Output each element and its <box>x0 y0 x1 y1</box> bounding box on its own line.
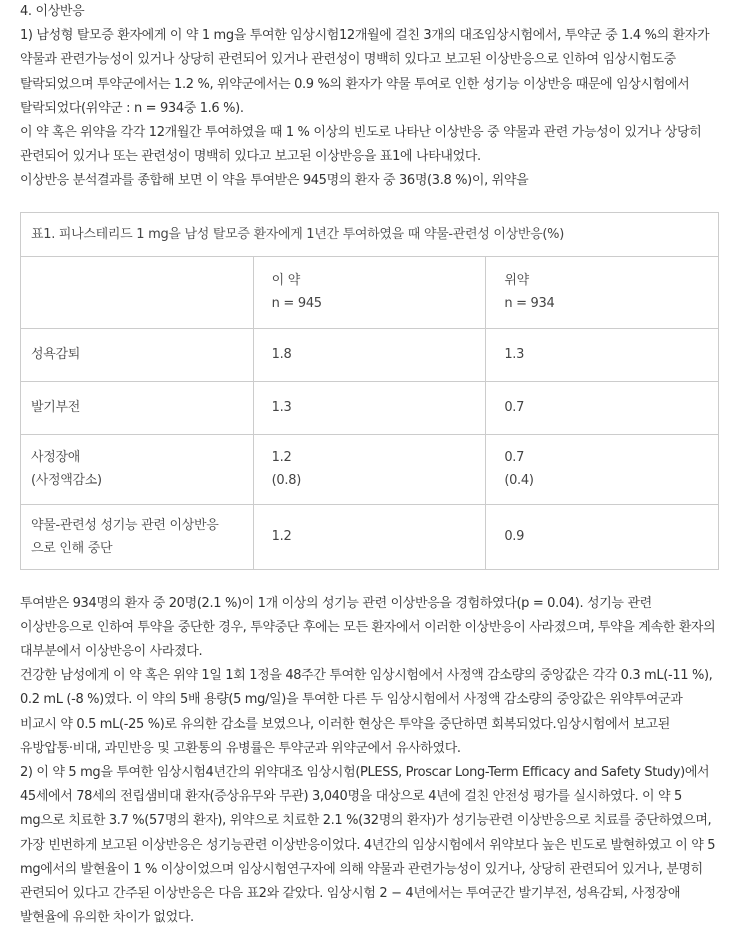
table-row <box>21 381 719 434</box>
row-label-cell <box>21 434 254 504</box>
body-paragraph-3: 2) 이 약 5 mg을 투여한 임상시험4년간의 위약대조 임상시험(PLESS, Proscar Long-Term Efficacy and Safety Study)에서 45세에서 78세의 전립샘비대 환자(증상유무와 무관) 3,040명을 대상으로 4년에 걸친 안전성 평가를 실시하였다. 이 약 5 mg으로 치료한 3.7 %(57명의 환자), 위약으로 치료한 2.1 %(32명의 환자)가 성기능관련 이상반응으로 치료를 중단하였으며, 가장 빈번하게 보고된 이상반응은 성기능관련 이상반응이었다. 4년간의 임상시험에서 위약보다 높은 빈도로 발현하였고 이 약 5 mg에서의 발현율이 1 % 이상이었으며 임상시험연구자에 의해 약물과 관련가능성이 있거나, 상당히 관련되어 있거나, 분명히 관련되어 있다고 간주된 이상반응은 다음 표2와 같았다. 임상시험 2 − 4년에서는 투여군간 발기부전, 성욕감퇴, 사정장애 발현율에 유의한 차이가 없었다. <box>20 765 716 926</box>
row-placebo-value: 1.3 <box>486 328 719 381</box>
row-drug-value: 1.3 <box>253 381 486 434</box>
drug-column-n: n = 945 <box>271 296 322 312</box>
row-drug-value: 1.8 <box>253 328 486 381</box>
row-drug-value: 1.2 <box>253 504 486 569</box>
placebo-column-name: 위약 <box>504 273 529 289</box>
table-header-drug <box>253 256 486 328</box>
adverse-reaction-table-1 <box>20 212 719 570</box>
row-label-cell <box>21 504 254 569</box>
row-placebo-sub-value: (0.4) <box>504 473 534 489</box>
document-page <box>20 0 722 930</box>
table-caption: 표1. 피나스테리드 1 mg을 남성 탈모증 환자에게 1년간 투여하였을 때 약물-관련성 이상반응(%) <box>21 212 719 256</box>
table-header-empty <box>21 256 254 328</box>
row-placebo-cell <box>486 434 719 504</box>
row-drug-sub-value: (0.8) <box>271 473 301 489</box>
row-label-line-1: 약물-관련성 성기능 관련 이상반응 <box>31 517 219 533</box>
intro-paragraph-3: 이상반응 분석결과를 종합해 보면 이 약을 투여받은 945명의 환자 중 36명(3.8 %)이, 위약을 <box>20 173 529 189</box>
row-drug-value: 1.2 <box>271 450 292 466</box>
intro-paragraph-1: 1) 남성형 탈모증 환자에게 이 약 1 mg을 투여한 임상시험12개월에 걸친 3개의 대조임상시험에서, 투약군 중 1.4 %의 환자가 약물과 관련가능성이 있거나 상당히 관련되어 있거나 관련성이 명백히 있다고 보고된 이상반응으로 인하여 임상시험도중 탈락되었으며 투약군에서는 1.2 %, 위약군에서는 0.9 %의 환자가 약물 투여로 인한 성기능 이상반응 때문에 임상시험에서 탈락되었다(위약군 : n = 934중 1.6 %). <box>20 28 710 116</box>
row-drug-cell <box>253 434 486 504</box>
adverse-reactions-body <box>20 592 722 930</box>
body-paragraph-2: 건강한 남성에게 이 약 혹은 위약 1일 1회 1정을 48주간 투여한 임상시험에서 사정액 감소량의 중앙값은 각각 0.3 mL(-11 %), 0.2 mL (-8 %)였다. 이 약의 5배 용량(5 mg/일)을 투여한 다른 두 임상시험에서 사정액 감소량의 중앙값은 위약투여군과 비교시 약 0.5 mL(-25 %)로 유의한 감소를 보였으나, 이러한 현상은 투약을 중단하면 회복되었다.임상시험에서 보고된 유방압통·비대, 과민반응 및 고환통의 유병률은 투약군과 위약군에서 유사하였다. <box>20 668 713 756</box>
row-placebo-value: 0.7 <box>504 450 525 466</box>
adverse-reactions-intro <box>20 0 722 194</box>
row-label: 발기부전 <box>21 381 254 434</box>
row-label-line-2: 으로 인해 중단 <box>31 540 113 556</box>
section-heading: 4. 이상반응 <box>20 4 85 19</box>
body-paragraph-1: 투여받은 934명의 환자 중 20명(2.1 %)이 1개 이상의 성기능 관련 이상반응을 경험하였다(p = 0.04). 성기능 관련 이상반응으로 인하여 투약을 중단한 경우, 투약중단 후에는 모든 환자에서 이러한 이상반응이 사라졌으며, 투약을 계속한 환자의 대부분에서 이상반응이 사라졌다. <box>20 595 716 660</box>
row-label: 성욕감퇴 <box>21 328 254 381</box>
intro-paragraph-2: 이 약 혹은 위약을 각각 12개월간 투여하였을 때 1 % 이상의 빈도로 나타난 이상반응 중 약물과 관련 가능성이 있거나 상당히 관련되어 있거나 또는 관련성이 명백히 있다고 보고된 이상반응을 표1에 나타내었다. <box>20 125 702 165</box>
placebo-column-n: n = 934 <box>504 296 555 312</box>
row-label-sub: (사정액감소) <box>31 473 102 489</box>
row-placebo-value: 0.9 <box>486 504 719 569</box>
table-row <box>21 504 719 569</box>
row-label: 사정장애 <box>31 450 81 466</box>
row-placebo-value: 0.7 <box>486 381 719 434</box>
table-row <box>21 328 719 381</box>
table-header-placebo <box>486 256 719 328</box>
table-row <box>21 434 719 504</box>
drug-column-name: 이 약 <box>271 273 301 289</box>
